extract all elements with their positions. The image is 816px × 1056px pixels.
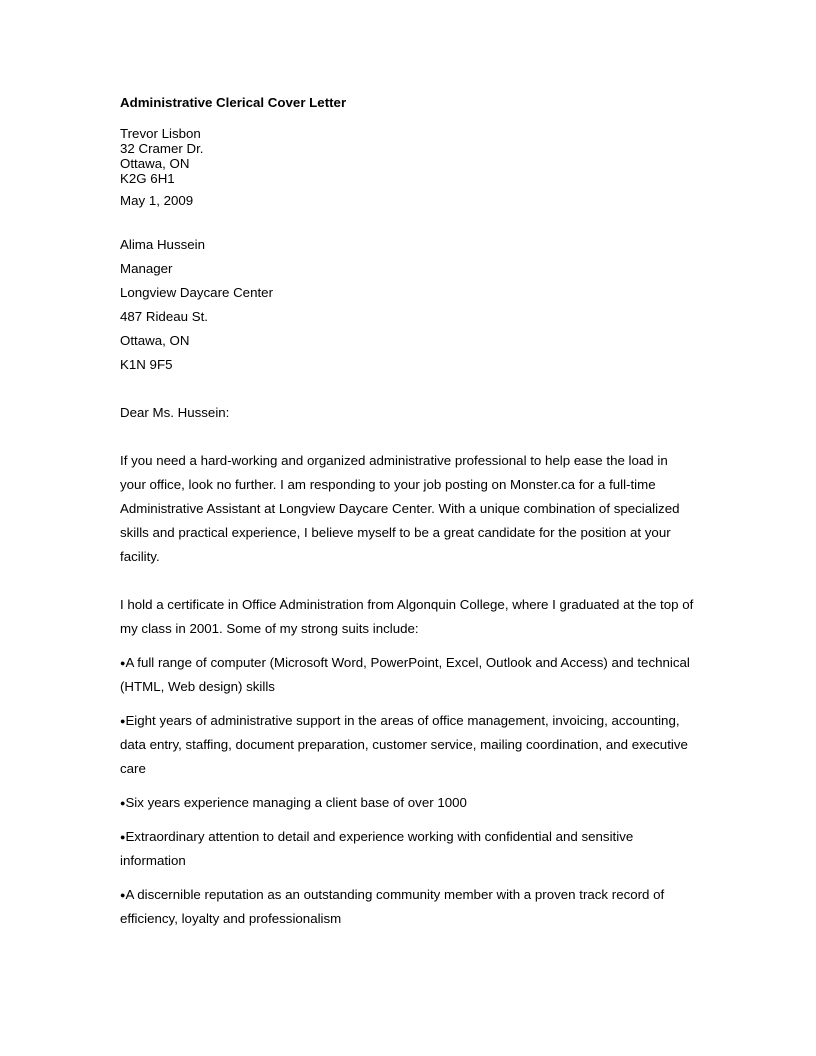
bullet-text: A full range of computer (Microsoft Word, PowerPoint, Excel, Outlook and Access) and technical (HTML, Web design) skills <box>120 655 690 694</box>
paragraph-intro: If you need a hard-working and organized administrative professional to help ease the load in your office, look no further. I am responding to your job posting on Monster.ca for a full-time Administrative Assistant at Longview Daycare Center. With a unique combination of specialized skills and practical experience, I believe myself to be a great candidate for the position at your facility. <box>120 453 680 564</box>
list-item <box>120 651 695 699</box>
bullet-icon: ● <box>120 832 126 842</box>
sender-address <box>120 126 700 186</box>
recipient-postal: K1N 9F5 <box>120 357 173 372</box>
bullet-icon: ● <box>120 716 126 726</box>
sender-name: Trevor Lisbon <box>120 126 201 141</box>
sender-street: 32 Cramer Dr. <box>120 141 204 156</box>
letter-body <box>120 95 700 941</box>
bullet-text: A discernible reputation as an outstanding community member with a proven track record of efficiency, loyalty and professionalism <box>120 887 665 926</box>
recipient-company: Longview Daycare Center <box>120 285 273 300</box>
letter-date: May 1, 2009 <box>120 193 194 208</box>
recipient-street: 487 Rideau St. <box>120 309 208 324</box>
bullet-icon: ● <box>120 890 126 900</box>
sender-postal: K2G 6H1 <box>120 171 175 186</box>
bullet-text: Eight years of administrative support in the areas of office management, invoicing, accounting, data entry, staffing, document preparation, customer service, mailing coordination, and executive care <box>120 713 688 776</box>
list-item <box>120 709 695 781</box>
bullet-text: Six years experience managing a client base of over 1000 <box>125 795 467 810</box>
list-item <box>120 883 695 931</box>
list-item <box>120 825 695 873</box>
paragraph-qualifications: I hold a certificate in Office Administration from Algonquin College, where I graduated at the top of my class in 2001. Some of my strong suits include: <box>120 597 694 636</box>
recipient-position: Manager <box>120 261 173 276</box>
bullet-text: Extraordinary attention to detail and experience working with confidential and sensitive information <box>120 829 634 868</box>
recipient-address <box>120 233 700 377</box>
bullet-icon: ● <box>120 798 126 808</box>
list-item <box>120 791 695 815</box>
bullet-list <box>120 651 700 931</box>
recipient-city: Ottawa, ON <box>120 333 190 348</box>
document-title: Administrative Clerical Cover Letter <box>120 95 347 110</box>
bullet-icon: ● <box>120 658 126 668</box>
salutation: Dear Ms. Hussein: <box>120 405 230 420</box>
sender-city: Ottawa, ON <box>120 156 190 171</box>
recipient-name: Alima Hussein <box>120 237 205 252</box>
